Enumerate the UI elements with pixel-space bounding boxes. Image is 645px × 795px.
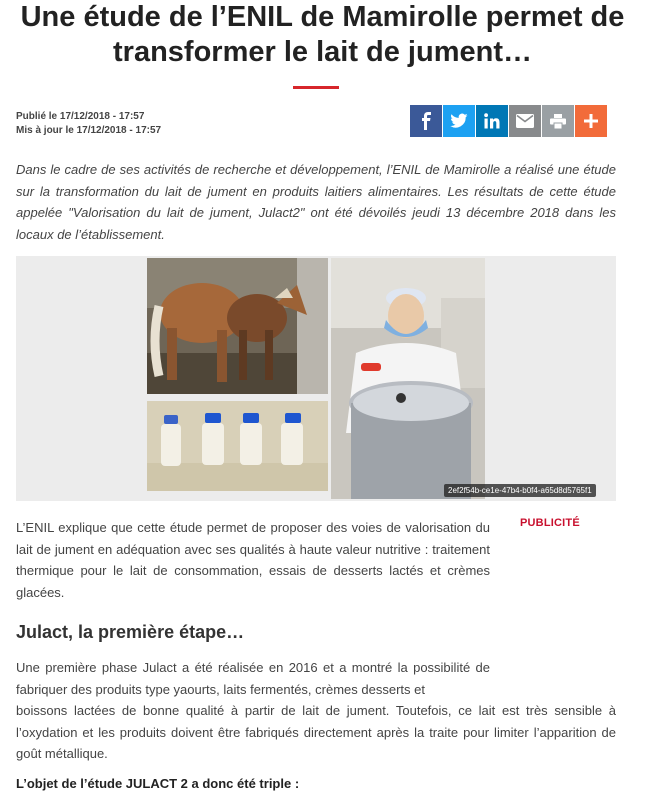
horses-photo (147, 258, 328, 394)
article-lead: Dans le cadre de ses activités de recherche et développement, l’ENIL de Mamirolle a réalisé une étude sur la transformation du lait de jument en produits laitiers alimentaires. Les résultats de cette étude appelée "Valorisation du lait de jument, Julact2" ont été dévoilés jeudi 13 décembre 2018 dans les locaux de l’établissement. (16, 162, 616, 242)
image-caption-chip: 2ef2f54b-ce1e-47b4-b0f4-a65d8d5765f1 (444, 484, 596, 497)
article-dates (16, 110, 161, 138)
section-heading: Julact, la première étape… (16, 622, 245, 642)
mail-icon (516, 114, 534, 128)
plus-icon (584, 114, 598, 128)
email-share-button[interactable] (509, 105, 541, 137)
more-share-button[interactable] (575, 105, 607, 137)
share-bar (410, 105, 607, 137)
lab-technician-photo (331, 258, 485, 499)
linkedin-icon (484, 113, 500, 129)
twitter-share-button[interactable] (443, 105, 475, 137)
subsection-heading: L’objet de l’étude JULACT 2 a donc été triple : (16, 776, 300, 791)
section-paragraph (16, 657, 616, 765)
print-button[interactable] (542, 105, 574, 137)
section-paragraph-part2: boissons lactées de bonne qualité à partir de lait de jument. Toutefois, ce lait est très sensible à l’oxydation et les produits doivent être fabriqués directement après la traite pour limiter l’apparition de goût métallique. (16, 703, 616, 761)
advertisement-label: PUBLICITÉ (520, 517, 580, 529)
section-paragraph-part1: Une première phase Julact a été réalisée en 2016 et a montré la possibilité de fabriquer des produits type yaourts, laits fermentés, crèmes desserts et (16, 660, 490, 697)
facebook-icon (418, 112, 434, 130)
twitter-icon (450, 113, 468, 129)
print-icon (550, 114, 566, 129)
updated-date: Mis à jour le 17/12/2018 - 17:57 (16, 125, 162, 136)
linkedin-share-button[interactable] (476, 105, 508, 137)
article-title: Une étude de l’ENIL de Mamirolle permet de transformer le lait de jument… (20, 1, 625, 68)
published-date: Publié le 17/12/2018 - 17:57 (16, 111, 145, 122)
facebook-share-button[interactable] (410, 105, 442, 137)
milk-bottles-photo (147, 401, 328, 491)
title-underline (293, 86, 339, 89)
article-paragraph: L’ENIL explique que cette étude permet de proposer des voies de valorisation du lait de jument en adéquation avec ses qualités à haute valeur nutritive : traitement thermique pour le lait de consommation, essais de desserts lactés et crèmes glacées. (16, 520, 490, 600)
